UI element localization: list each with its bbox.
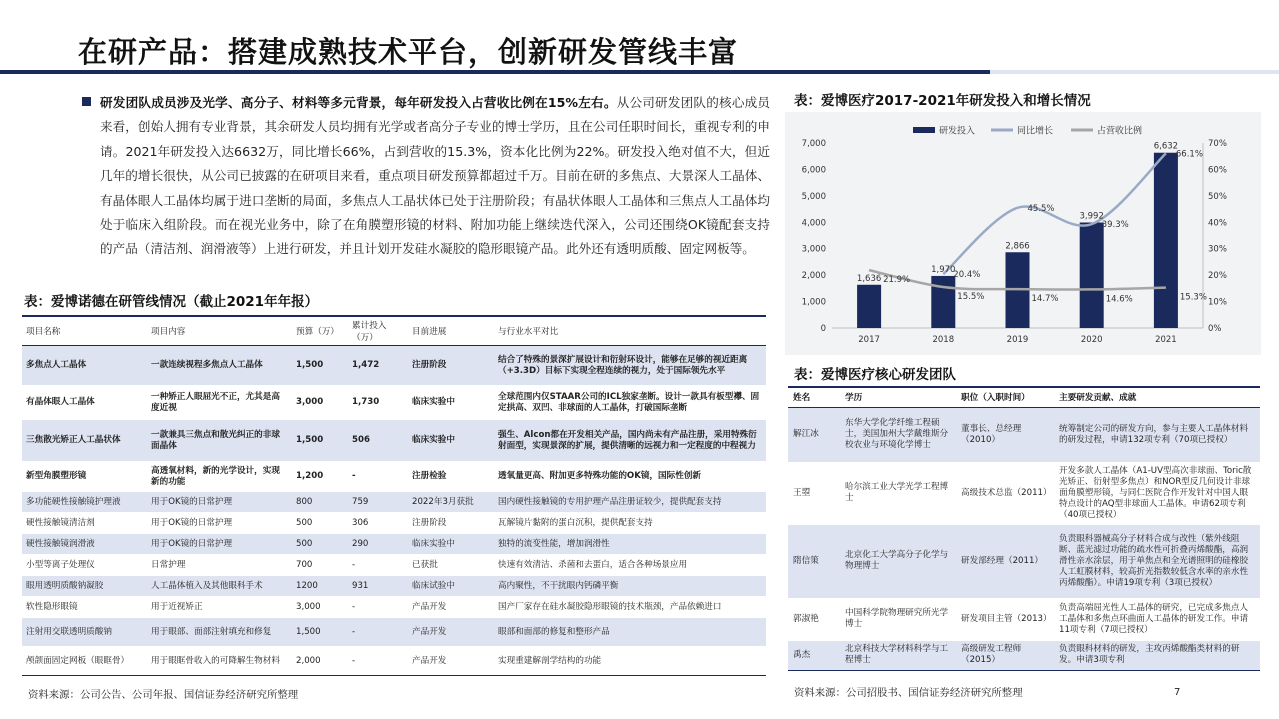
intro-body: 从公司研发团队的核心成员来看，创始人拥有专业背景，其余研发人员均拥有光学或者高分子专业的博士学历，且在公司任职时间长，重视专利的申请。2021年研发投入达6632万，同比增长66%，占到营收的15.3%，资本化比例为22%。研发投入绝对值不大，但近几年的增长很快，从公司已披露的在研项目来看，重点项目研发预算都超过千万。目前在研的多焦点、大景深人工晶体、有晶体眼人工晶体均属于进口垄断的局面，多焦点人工晶状体已处于注册阶段；有晶状体眼人工晶体和三焦点人工晶体均处于临床入组阶段。而在视光业务中，除了在角膜塑形镜的材料、附加功能上继续迭代深入，公司还围绕OK镜配套支持的产品（清洁剂、润滑液等）上进行研发，并且计划开发硅水凝胶的隐形眼镜产品。此外还有透明质酸、固定网板等。 <box>100 95 770 257</box>
cell-content: 用于眼眶骨收入的可降解生物材料 <box>151 655 280 666</box>
team-col-achievement: 主要研发贡献、成就 <box>1059 393 1137 404</box>
pipeline-header-row <box>22 316 766 346</box>
table-row <box>22 576 766 597</box>
cell-name: 三焦散光矫正人工晶状体 <box>26 435 121 445</box>
table-row <box>22 534 766 555</box>
cell-comparison: 快速有效清洁、杀菌和去蛋白，适合各种场景应用 <box>498 559 688 570</box>
cell-name: 小型等离子处理仪 <box>26 559 95 570</box>
cell-status: 2022年3月获批 <box>412 496 474 507</box>
bar-value-label: 1,970 <box>931 264 956 275</box>
team-col-edu: 学历 <box>845 393 863 404</box>
ratio-value-label: 14.7% <box>1031 294 1059 305</box>
cell-invested: 506 <box>352 435 370 445</box>
cell-status: 临床试验中 <box>412 580 455 591</box>
cell-invested: 759 <box>352 496 369 507</box>
chart-title: 表：爱博医疗2017-2021年研发投入和增长情况 <box>794 93 1091 109</box>
bar-rd-investment <box>857 285 881 328</box>
legend-swatch-bar <box>913 127 935 133</box>
team-col-position: 职位（入职时间） <box>961 393 1030 404</box>
x-tick-label: 2018 <box>932 335 955 345</box>
table-row <box>788 407 1260 462</box>
cell-invested: - <box>352 471 356 481</box>
cell-achievement: 负责眼科材料的研发，主攻丙烯酸酯类材料的研发。申请3项专利 <box>1059 644 1240 665</box>
pipeline-col-invested: 累计投入（万） <box>352 321 387 343</box>
cell-position: 董事长、总经理（2010） <box>961 423 1022 445</box>
page-number: 7 <box>1174 687 1181 698</box>
intro-bold-lead: 研发团队成员涉及光学、高分子、材料等多元背景，每年研发投入占营收比例在15%左右。 <box>100 95 617 110</box>
cell-position: 高级研发工程师（2015） <box>961 644 1022 665</box>
y-right-tick-label: 30% <box>1208 244 1227 255</box>
cell-budget: 1,500 <box>296 626 321 637</box>
rd-chart-svg <box>785 112 1261 355</box>
cell-edu: 东华大学化学纤维工程硕士，美国加州大学戴维斯分校农业与环境化学博士 <box>845 418 949 450</box>
cell-invested: - <box>352 655 356 666</box>
cell-edu: 北京化工大学高分子化学与物理博士 <box>845 550 949 571</box>
cell-achievement: 负责高端屈光性人工晶体的研究，已完成多焦点人工晶体和多焦点环曲面人工晶体的研发工作。申请11项专利（7项已授权） <box>1059 602 1249 635</box>
table-row <box>22 555 766 576</box>
cell-content: 一种矫正人眼屈光不正，尤其是高度近视 <box>151 391 280 413</box>
cell-comparison: 结合了特殊的景深扩展设计和衍射环设计，能够在足够的视近距离（+3.3D）目标下实现全程连续的视力，处于国际领先水平 <box>498 354 748 376</box>
y-left-tick-label: 1,000 <box>801 297 826 308</box>
legend-label: 研发投入 <box>939 126 976 137</box>
title-divider-accent <box>990 70 1279 74</box>
square-bullet-icon <box>82 97 91 106</box>
growth-value-label: 45.5% <box>1027 203 1055 214</box>
ratio-value-label: 15.3% <box>1179 292 1207 303</box>
rd-chart <box>785 112 1261 355</box>
bar-rd-investment <box>931 276 955 328</box>
pipeline-source-note: 资料来源：公司公告、公司年报、国信证券经济研究所整理 <box>28 689 299 701</box>
table-row <box>22 386 766 420</box>
cell-invested: - <box>352 601 356 612</box>
pipeline-table <box>22 315 766 676</box>
cell-invested: - <box>352 559 356 570</box>
cell-edu: 哈尔滨工业大学光学工程博士 <box>845 482 949 503</box>
y-left-tick-label: 7,000 <box>801 139 826 149</box>
table-row <box>22 420 766 462</box>
legend-label: 同比增长 <box>1017 126 1054 137</box>
cell-achievement: 开发多款人工晶体（A1-UV型高次非球面、Toric散光矫正、衍射型多焦点）和NOR型反几何设计非球面角膜塑形镜，与同仁医院合作开发针对中国人眼特点设计的AQ型非球面人工晶体。申请62项专利（40项已授权） <box>1059 465 1252 520</box>
cell-achievement: 负责眼科器械高分子材料合成与改性（紫外线阻断、蓝光滤过功能的疏水性可折叠丙烯酸酯，高润滑性亲水涂层，用于单焦点和全光谱照明的硅橡胶人工虹膜材料，较高折光指数较低含水率的亲水性丙烯酸酯）。申请19项专利（3项已授权） <box>1059 533 1249 588</box>
cell-status: 产品开发 <box>412 626 447 637</box>
cell-content: 用于OK镜的日常护理 <box>151 538 233 549</box>
cell-content: 用于OK镜的日常护理 <box>151 517 233 528</box>
cell-budget: 500 <box>296 538 313 549</box>
team-header-row <box>788 387 1260 407</box>
cell-name: 郭淑艳 <box>793 613 819 624</box>
cell-name: 禹杰 <box>793 649 811 660</box>
cell-name: 多功能硬性接触镜护理液 <box>26 496 121 507</box>
team-table-title: 表：爱博医疗核心研发团队 <box>794 367 956 383</box>
pipeline-col-comparison: 与行业水平对比 <box>498 327 559 337</box>
cell-comparison: 独特的流变性能，增加润滑性 <box>498 538 610 549</box>
line-yoy-growth <box>943 153 1166 274</box>
cell-content: 高透氧材料，新的光学设计，实现新的功能 <box>151 465 280 487</box>
cell-invested: 1,730 <box>352 397 380 407</box>
cell-comparison: 瓦解镜片黏附的蛋白沉积，提供配套支持 <box>498 517 653 528</box>
cell-status: 临床实验中 <box>412 538 455 549</box>
cell-invested: 290 <box>352 538 369 549</box>
cell-budget: 1,200 <box>296 471 324 481</box>
cell-position: 研发部经理（2011） <box>961 555 1044 566</box>
cell-budget: 1,500 <box>296 435 324 445</box>
y-left-tick-label: 6,000 <box>801 165 826 176</box>
x-tick-label: 2021 <box>1155 335 1177 345</box>
cell-status: 已获批 <box>412 559 438 570</box>
cell-edu: 中国科学院物理研究所光学博士 <box>845 608 949 629</box>
cell-name: 有晶体眼人工晶体 <box>26 397 95 407</box>
cell-budget: 3,000 <box>296 397 324 407</box>
cell-edu: 北京科技大学材料科学与工程博士 <box>845 644 949 665</box>
bar-value-label: 3,992 <box>1079 211 1104 222</box>
y-right-tick-label: 60% <box>1208 165 1227 176</box>
growth-value-label: 39.3% <box>1101 220 1129 231</box>
cell-comparison: 透氧量更高、附加更多特殊功能的OK镜，国际性创新 <box>498 471 702 481</box>
bar-rd-investment <box>1154 153 1178 328</box>
cell-content: 一款兼具三焦点和散光纠正的非球面晶体 <box>151 429 280 451</box>
cell-status: 临床实验中 <box>412 397 455 407</box>
intro-paragraph <box>82 91 770 262</box>
cell-budget: 500 <box>296 517 313 528</box>
y-right-tick-label: 50% <box>1208 191 1227 202</box>
table-row <box>22 597 766 618</box>
y-right-tick-label: 20% <box>1208 271 1227 282</box>
y-right-tick-label: 40% <box>1208 218 1227 229</box>
x-tick-label: 2017 <box>858 335 880 345</box>
cell-name: 王曌 <box>793 487 811 498</box>
table-row <box>788 598 1260 640</box>
growth-value-label: 66.1% <box>1175 149 1203 160</box>
team-table <box>788 386 1260 671</box>
cell-status: 注册阶段 <box>412 517 447 528</box>
y-left-tick-label: 5,000 <box>801 191 826 202</box>
cell-name: 解江冰 <box>793 429 819 439</box>
cell-status: 产品开发 <box>412 601 447 612</box>
cell-invested: 306 <box>352 517 369 528</box>
table-row <box>788 640 1260 670</box>
y-left-tick-label: 4,000 <box>801 218 826 229</box>
team-source-note: 资料来源：公司招股书、国信证券经济研究所整理 <box>794 687 1023 699</box>
pipeline-col-content: 项目内容 <box>151 327 186 337</box>
pipeline-col-budget: 预算（万） <box>296 327 339 337</box>
legend-label: 占营收比例 <box>1097 126 1143 137</box>
cell-achievement: 统筹制定公司的研发方向，参与主要人工晶体材料的研发过程，申请132项专利（70项已授权） <box>1059 423 1249 445</box>
cell-invested: 1,472 <box>352 360 380 370</box>
cell-comparison: 全球范围内仅STAAR公司的ICL独家垄断。设计一款具有板型襻、固定拱高、双凹、非球面的人工晶体，打破国际垄断 <box>498 391 760 413</box>
cell-invested: 931 <box>352 580 369 591</box>
cell-name: 硬性接触镜清洁剂 <box>26 517 95 528</box>
cell-budget: 1200 <box>296 580 318 591</box>
cell-status: 注册检验 <box>412 471 447 481</box>
bar-value-label: 2,866 <box>1005 241 1030 252</box>
cell-content: 用于OK镜的日常护理 <box>151 496 233 507</box>
x-tick-label: 2020 <box>1080 335 1103 345</box>
cell-budget: 3,000 <box>296 601 321 612</box>
cell-budget: 2,000 <box>296 655 321 666</box>
y-left-tick-label: 0 <box>820 324 826 334</box>
cell-name: 隋信策 <box>793 555 819 566</box>
table-row <box>788 462 1260 524</box>
table-row <box>22 462 766 492</box>
cell-comparison: 高内聚性，不干扰眼内钙磷平衡 <box>498 580 619 591</box>
cell-comparison: 眼部和面部的修复和整形产品 <box>498 626 610 637</box>
ratio-value-label: 21.9% <box>883 275 911 286</box>
growth-value-label: 20.4% <box>953 270 981 281</box>
cell-budget: 700 <box>296 559 313 570</box>
table-row <box>22 618 766 647</box>
bar-value-label: 6,632 <box>1153 141 1179 152</box>
bar-rd-investment <box>1080 222 1104 328</box>
y-left-tick-label: 2,000 <box>801 271 826 282</box>
cell-name: 软性隐形眼镜 <box>26 601 78 612</box>
bar-value-label: 1,636 <box>856 273 882 284</box>
cell-name: 注射用交联透明质酸钠 <box>26 626 112 637</box>
pipeline-col-status: 目前进展 <box>412 327 447 337</box>
cell-comparison: 国产厂家存在硅水凝胶隐形眼镜的技术瓶颈，产品依赖进口 <box>498 601 722 612</box>
table-row <box>22 513 766 534</box>
cell-status: 临床实验中 <box>412 435 455 445</box>
y-right-tick-label: 10% <box>1208 297 1227 308</box>
cell-budget: 1,500 <box>296 360 324 370</box>
cell-content: 用于眼部、面部注射填充和修复 <box>151 626 272 637</box>
cell-comparison: 国内硬性接触镜的专用护理产品注册证较少，提供配套支持 <box>498 496 722 507</box>
cell-name: 颅颌面固定网板（眼眶骨） <box>26 655 130 666</box>
cell-content: 用于近视矫正 <box>151 601 203 612</box>
cell-invested: - <box>352 626 356 637</box>
y-right-tick-label: 70% <box>1208 139 1227 149</box>
pipeline-table-title: 表：爱博诺德在研管线情况（截止2021年年报） <box>24 294 319 310</box>
team-col-name: 姓名 <box>793 393 811 404</box>
table-row <box>788 524 1260 598</box>
cell-position: 研发项目主管（2013） <box>961 613 1052 624</box>
cell-name: 硬性接触镜润滑液 <box>26 538 95 549</box>
cell-content: 日常护理 <box>151 559 186 570</box>
cell-name: 眼用透明质酸钠凝胶 <box>26 580 104 591</box>
x-tick-label: 2019 <box>1006 335 1029 345</box>
ratio-value-label: 14.6% <box>1105 294 1133 305</box>
y-right-tick-label: 0% <box>1208 324 1222 334</box>
pipeline-col-name: 项目名称 <box>26 327 61 337</box>
cell-budget: 800 <box>296 496 313 507</box>
title-divider <box>0 70 990 74</box>
cell-content: 一款连续视程多焦点人工晶体 <box>151 360 263 370</box>
cell-comparison: 实现重建解剖学结构的功能 <box>498 655 602 666</box>
cell-status: 注册阶段 <box>412 360 447 370</box>
ratio-value-label: 15.5% <box>957 292 985 303</box>
cell-name: 新型角膜塑形镜 <box>26 471 87 481</box>
table-row <box>22 647 766 676</box>
cell-comparison: 强生、Alcon都在开发相关产品，国内尚未有产品注册，采用特殊衍射面型，实现景深的扩展，提供清晰的远视力和一定程度的中程视力 <box>498 429 757 451</box>
y-left-tick-label: 3,000 <box>801 244 826 255</box>
cell-name: 多焦点人工晶体 <box>26 360 87 370</box>
cell-content: 人工晶体植入及其他眼科手术 <box>151 580 263 591</box>
page-title: 在研产品：搭建成熟技术平台，创新研发管线丰富 <box>78 35 739 69</box>
cell-position: 高级技术总监（2011） <box>961 487 1052 498</box>
table-row <box>22 346 766 386</box>
table-row <box>22 492 766 513</box>
cell-status: 产品开发 <box>412 655 447 666</box>
